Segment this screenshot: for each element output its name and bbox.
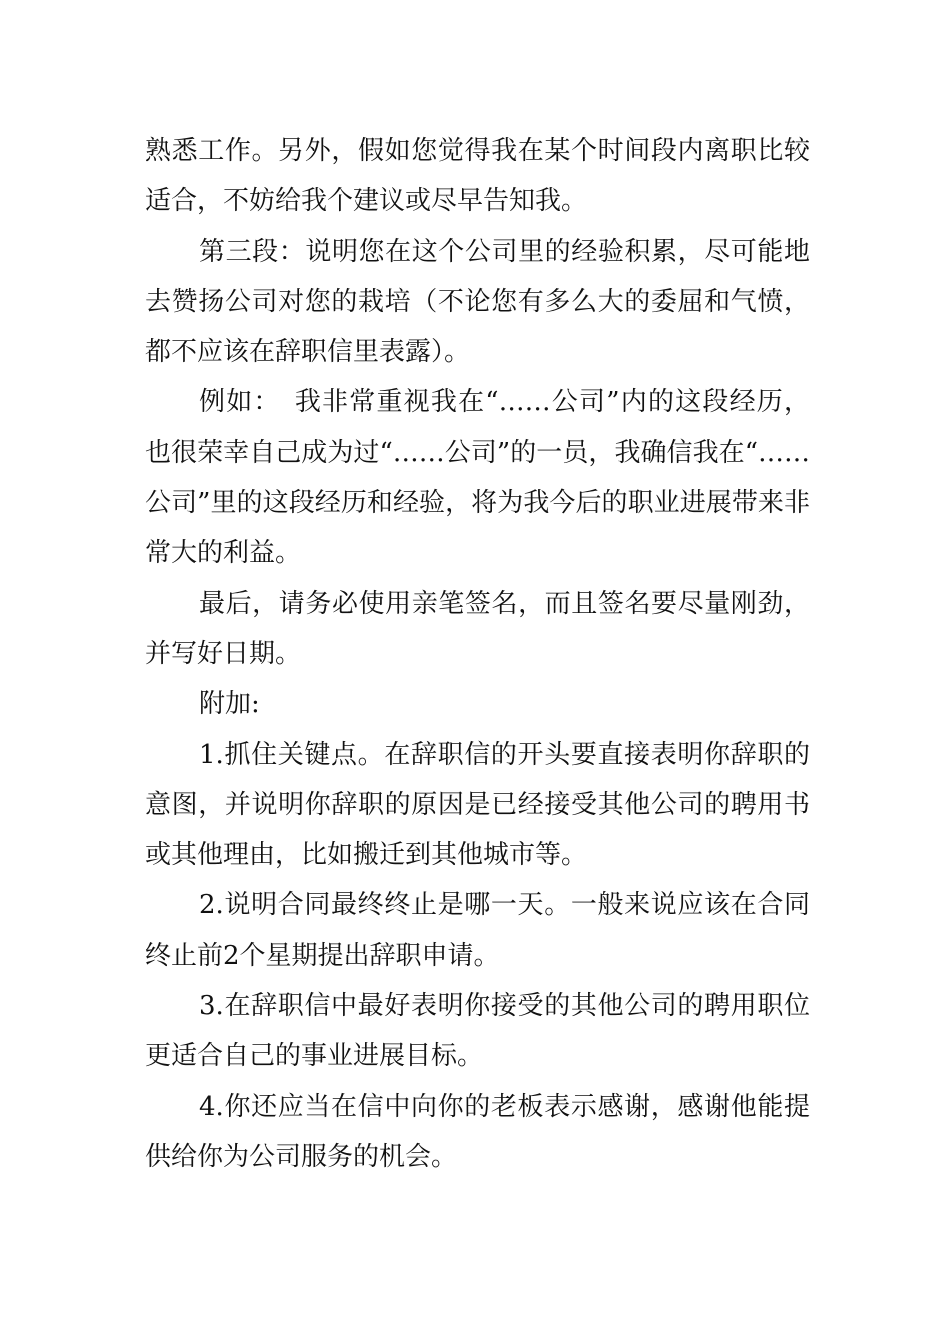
document-body — [145, 126, 810, 1182]
paragraph-2: 第三段：说明您在这个公司里的经验积累，尽可能地去赞扬公司对您的栽培（不论您有多么大的委屈和气愤，都不应该在辞职信里表露）。 — [145, 236, 810, 368]
paragraph-1: 熟悉工作。另外，假如您觉得我在某个时间段内离职比较适合，不妨给我个建议或尽早告知我。 — [145, 136, 810, 217]
paragraph-3: 例如： 我非常重视我在“……公司”内的这段经历，也很荣幸自己成为过“……公司”的一员，我确信我在“……公司”里的这段经历和经验，将为我今后的职业进展带来非常大的利益。 — [145, 387, 810, 569]
paragraph-5: 附加: — [199, 689, 260, 720]
paragraph-8: 3.在辞职信中最好表明你接受的其他公司的聘用职位更适合自己的事业进展目标。 — [145, 991, 810, 1072]
paragraph-7: 2.说明合同最终终止是哪一天。一般来说应该在合同终止前2个星期提出辞职申请。 — [145, 890, 810, 971]
paragraph-9: 4.你还应当在信中向你的老板表示感谢，感谢他能提供给你为公司服务的机会。 — [145, 1091, 810, 1172]
paragraph-6: 1.抓住关键点。在辞职信的开头要直接表明你辞职的意图，并说明你辞职的原因是已经接受其他公司的聘用书或其他理由，比如搬迁到其他城市等。 — [145, 739, 810, 871]
paragraph-4: 最后，请务必使用亲笔签名，而且签名要尽量刚劲，并写好日期。 — [145, 588, 810, 669]
